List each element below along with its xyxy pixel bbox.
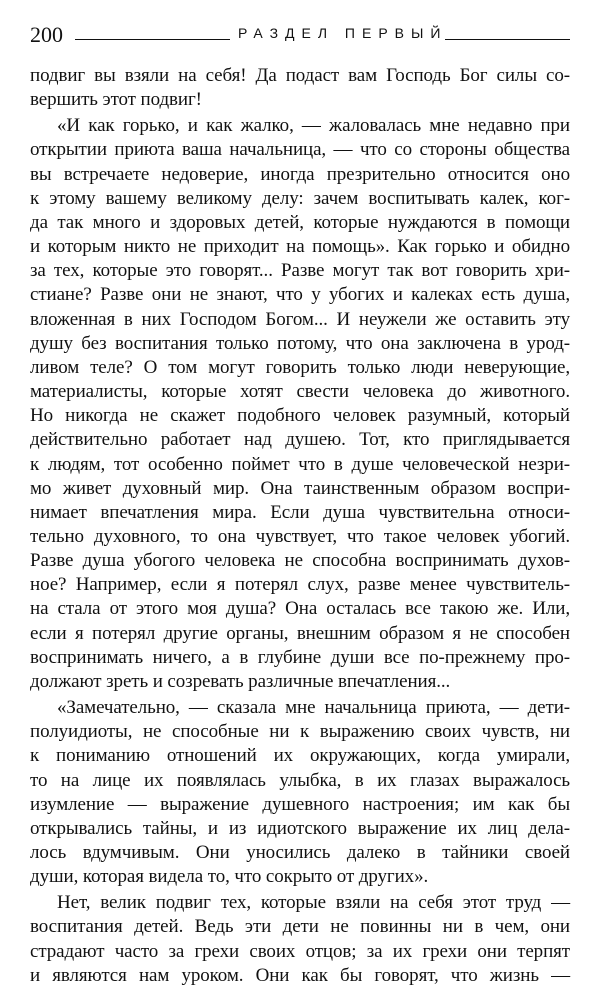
paragraph: [30, 64, 570, 112]
text-line: материалисты, которые хотят свести человека до животного.: [30, 381, 570, 403]
text-line: тельно духовного, то она чувствует, что такое человек убогий.: [30, 525, 570, 547]
text-line: изумление — выражение душевного настроения; им как бы: [30, 793, 570, 815]
text-line: подвиг вы взяли на себя! Да подаст вам Господь Бог силы со-: [30, 65, 570, 86]
text-line: Но никогда не скажет подобного человек разумный, который: [30, 405, 570, 427]
text-line: ливом теле? О том могут говорить только люди неверующие,: [30, 356, 570, 378]
text-line: на стала от этого моя душа? Она осталась все такою же. Или,: [30, 598, 570, 620]
text-line: и являются нам уроком. Они как бы говорят, что жизнь —: [30, 964, 570, 986]
text-line: должают зреть и созревать различные впечатления...: [30, 670, 451, 692]
text-line: вершить этот подвиг!: [30, 89, 202, 111]
text-line: вложенная в них Господом Богом... И неужели же оставить эту: [30, 308, 570, 330]
text-line: «Замечательно, — сказала мне начальница приюта, — дети-: [57, 697, 570, 719]
text-line: нимает впечатления мира. Если душа чувствительна относи-: [30, 501, 570, 523]
text-line: душу без воспитания только потому, что она заключена в урод-: [30, 332, 570, 354]
page-number: 200: [30, 22, 63, 47]
running-title: РАЗДЕЛ ПЕРВЫЙ: [238, 25, 448, 41]
text-line: вы встречаете недоверие, иногда презрительно относится оно: [30, 163, 570, 185]
paragraph: [30, 891, 570, 988]
text-line: открывались тайны, и из идиотского выражение их лиц дела-: [30, 817, 570, 839]
header-rule-left: [75, 39, 230, 40]
text-line: полуидиоты, не способные ни к выражению своих чувств, ни: [30, 721, 570, 743]
text-line: за тех, которые это говорят... Разве могут так вот говорить хри-: [30, 260, 570, 282]
text-line: стиане? Разве они не знают, что у убогих и калеках есть душа,: [30, 284, 570, 306]
text-line: да так много и здоровых детей, которые нуждаются в помощи: [30, 211, 570, 233]
text-line: действительно работает над душею. Тот, кто приглядывается: [30, 429, 570, 451]
header-rule-right: [445, 39, 570, 40]
text-line: ное? Например, если я потерял слух, разве менее чувствитель-: [30, 574, 570, 596]
paragraph: [30, 696, 570, 889]
paragraph: [30, 114, 570, 694]
text-line: Нет, велик подвиг тех, которые взяли на себя этот труд —: [57, 892, 570, 914]
text-line: если я потерял другие органы, внешним образом я не способен: [30, 622, 570, 644]
text-line: души, которая видела то, что сокрыто от других».: [30, 866, 429, 888]
text-line: к пониманию отношений их окружающих, когда умирали,: [30, 745, 570, 767]
text-line: воспитания детей. Ведь эти дети не повинны ни в чем, они: [30, 916, 570, 938]
text-line: страдают часто за грехи своих отцов; за их грехи они терпят: [30, 940, 570, 962]
text-line: «И как горько, и как жалко, — жаловалась мне недавно при: [57, 115, 570, 137]
text-line: к людям, тот особенно поймет что в душе человеческой незри-: [30, 453, 570, 475]
text-line: мо живет духовный мир. Она таинственным образом воспри-: [30, 477, 570, 499]
body-text: [30, 64, 570, 988]
text-line: Разве душа убогого человека не способна воспринимать духов-: [30, 550, 570, 572]
text-line: к этому вашему великому делу: зачем воспитывать калек, ког-: [30, 187, 570, 209]
text-line: открытии приюта ваша начальница, — что со стороны общества: [30, 139, 570, 161]
text-line: то на лице их появлялась улыбка, в их глазах выражалось: [30, 769, 570, 791]
text-line: воспринимать ничего, а в глубине души все по-прежнему про-: [30, 646, 570, 668]
text-line: лось вдумчивым. Они уносились далеко в тайники своей: [30, 842, 570, 863]
page-header: [30, 22, 570, 48]
text-line: и которым никто не приходит на помощь». Как горько и обидно: [30, 236, 570, 258]
